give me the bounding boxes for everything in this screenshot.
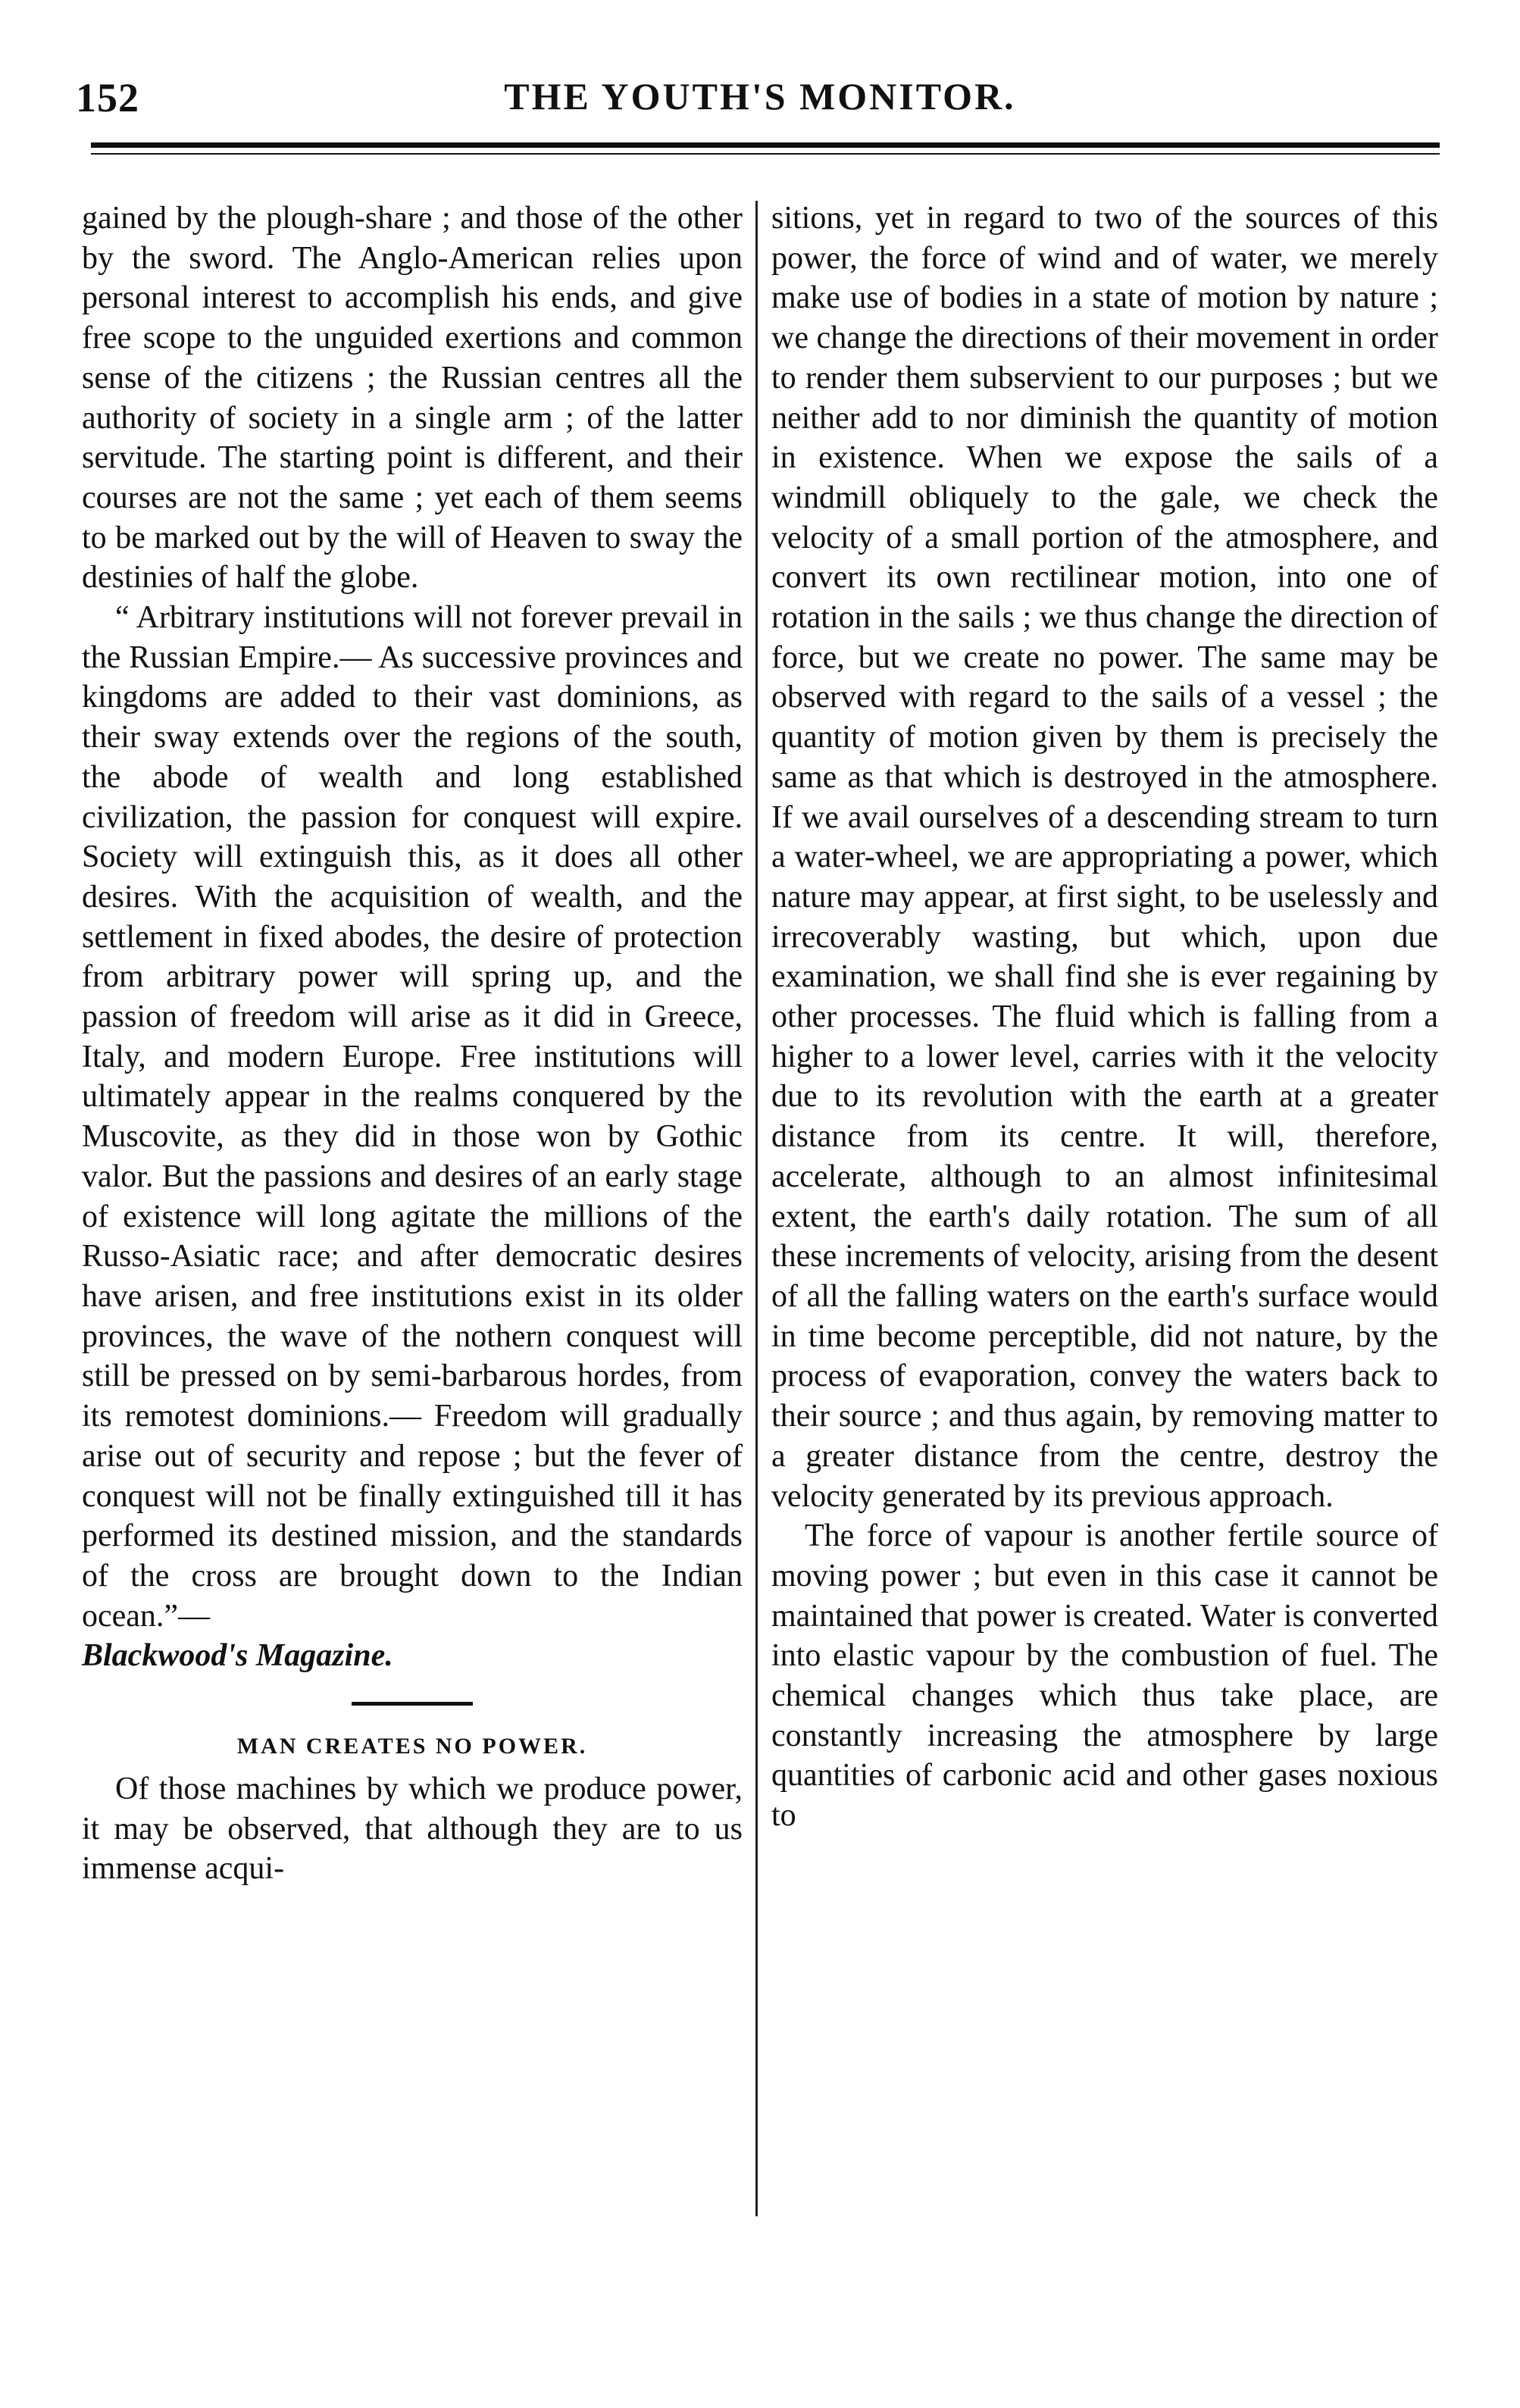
source-attribution: Blackwood's Magazine.: [82, 1638, 393, 1674]
left-paragraph-3: Of those machines by which we produce power, it may be observed, that although they are to us immense acqui-: [82, 1772, 743, 1887]
left-paragraph-2: “ Arbitrary institutions will not forever prevail in the Russian Empire.— As successive provinces and kingdoms are added to their vast dominions, as their sway extends over the regions of the south, the abode of wealth and long established civilization, the passion for conquest will expire. Society will extinguish this, as it does all other desires. With the acquisition of wealth, and the settlement in fixed abodes, the desire of protection from arbitrary power will spring up, and the passion of freedom will arise as it did in Greece, Italy, and modern Europe. Free institutions will ultimately appear in the realms conquered by the Muscovite, as they did in those won by Gothic valor. But the passions and desires of an early stage of existence will long agitate the millions of the Russo-Asiatic race; and after democratic desires have arisen, and free institutions exist in its older provinces, the wave of the nothern conquest will still be pressed on by semi-barbarous hordes, from its remotest dominions.— Freedom will gradually arise out of security and repose ; but the fever of conquest will not be finally extinguished till it has performed its destined mission, and the standards of the cross are brought down to the Indian ocean.”—: [82, 600, 743, 1634]
section-heading: MAN CREATES NO POWER.: [236, 1734, 588, 1759]
column-divider: [755, 201, 758, 2216]
header-rule-thin: [91, 153, 1440, 155]
running-head: THE YOUTH'S MONITOR.: [504, 75, 1016, 117]
right-column: [771, 199, 1438, 1836]
header-rule-thick: [91, 142, 1440, 148]
page-number: 152: [76, 75, 139, 120]
left-column: [82, 199, 743, 1889]
left-paragraph-1: gained by the plough-share ; and those of the other by the sword. The Anglo-American relies upon personal interest to accomplish his ends, and give free scope to the unguided exertions and common sense of the citizens ; the Russian centres all the authority of society in a single arm ; of the latter servitude. The starting point is different, and their courses are not the same ; yet each of them seems to be marked out by the will of Heaven to sway the destinies of half the globe.: [82, 201, 743, 596]
section-separator: [352, 1702, 473, 1706]
right-paragraph-2: The force of vapour is another fertile source of moving power ; but even in this case it cannot be maintained that power is created. Water is converted into elastic vapour by the combustion of fuel. The chemical changes which thus take place, are constantly increasing the atmosphere by large quantities of carbonic acid and other gases noxious to: [771, 1518, 1438, 1834]
right-paragraph-1: sitions, yet in regard to two of the sources of this power, the force of wind and of water, we merely make use of bodies in a state of motion by nature ; we change the directions of their movement in order to render them subservient to our purposes ; but we neither add to nor diminish the quantity of motion in existence. When we expose the sails of a windmill obliquely to the gale, we check the velocity of a small portion of the atmosphere, and convert its own rectilinear motion, into one of rotation in the sails ; we thus change the direction of force, but we create no power. The same may be observed with regard to the sails of a vessel ; the quantity of motion given by them is precisely the same as that which is destroyed in the atmosphere. If we avail ourselves of a descending stream to turn a water-wheel, we are appropriating a power, which nature may appear, at first sight, to be uselessly and irrecoverably wasting, but which, upon due examination, we shall find she is ever regaining by other processes. The fluid which is falling from a higher to a lower level, carries with it the velocity due to its revolution with the earth at a greater distance from its centre. It will, therefore, accelerate, although to an almost infinitesimal extent, the earth's daily rotation. The sum of all these increments of velocity, arising from the desent of all the falling waters on the earth's surface would in time become perceptible, did not nature, by the process of evaporation, convey the waters back to their source ; and thus again, by removing matter to a greater distance from the centre, destroy the velocity generated by its previous approach.: [771, 201, 1438, 1514]
